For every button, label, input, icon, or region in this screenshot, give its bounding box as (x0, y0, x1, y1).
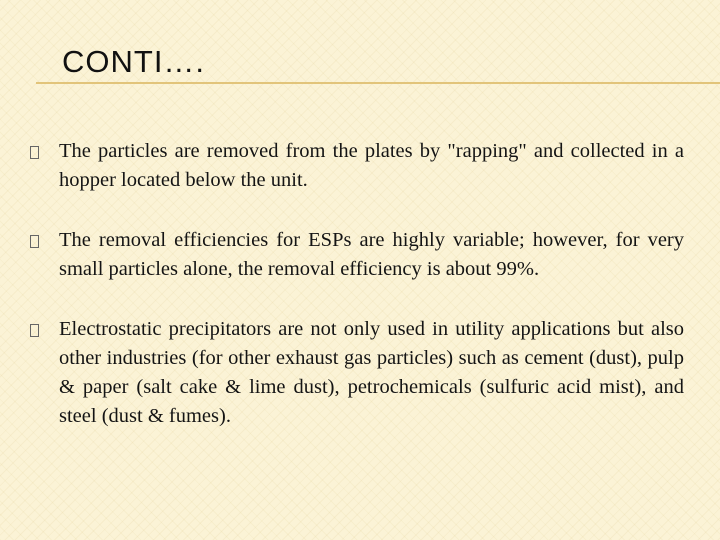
bullet-text: The removal efficiencies for ESPs are highly variable; however, for very small particles alone, the removal efficiency is about 99%. (59, 229, 684, 280)
bullet-item (30, 226, 684, 284)
bullet-item (30, 137, 684, 195)
bullet-text: The particles are removed from the plates by "rapping" and collected in a hopper located below the unit. (59, 140, 684, 191)
bullet-item (30, 315, 684, 431)
bullet-square-icon (30, 235, 39, 248)
title-divider (36, 82, 720, 84)
slide-title: CONTI…. (62, 44, 206, 79)
bullet-text: Electrostatic precipitators are not only used in utility applications but also other industries (for other exhaust gas particles) such as cement (dust), pulp & paper (salt cake & lime dust), petrochemicals (sulfuric acid mist), and steel (dust & fumes). (59, 318, 684, 427)
bullet-square-icon (30, 324, 39, 337)
bullet-square-icon (30, 146, 39, 159)
bullet-list (30, 137, 684, 462)
